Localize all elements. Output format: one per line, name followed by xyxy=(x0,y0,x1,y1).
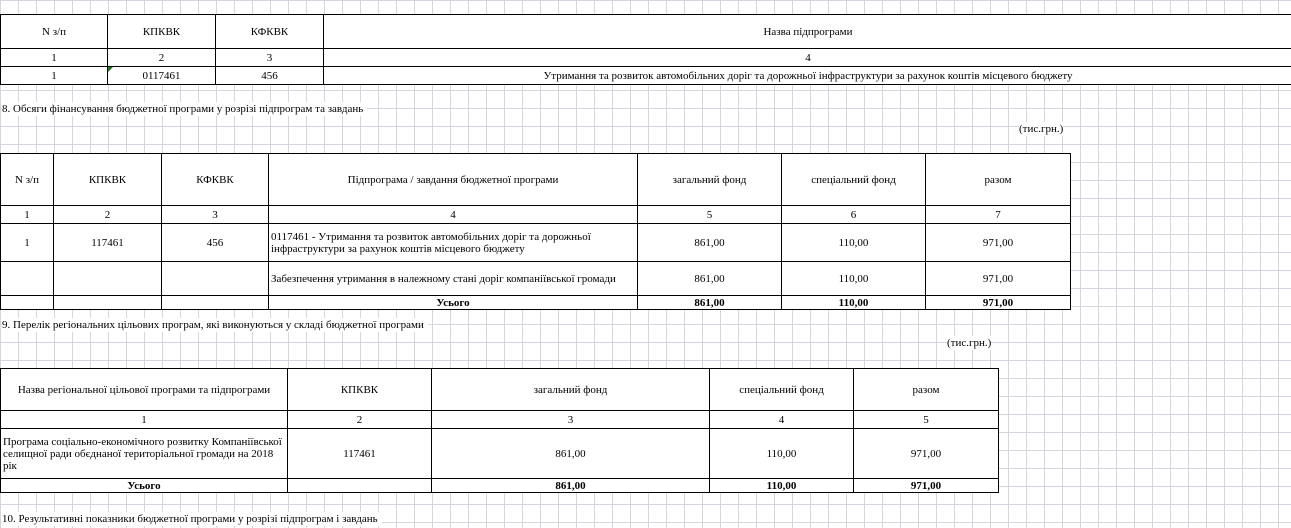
table-row xyxy=(1,67,1291,85)
number-cell[interactable]: 7 xyxy=(926,206,1071,224)
data-cell[interactable]: 117461 xyxy=(54,224,162,262)
total-special[interactable]: 110,00 xyxy=(710,479,854,493)
header-cell[interactable]: Підпрограма / завдання бюджетної програми xyxy=(269,154,638,206)
total-general[interactable]: 861,00 xyxy=(432,479,710,493)
number-cell[interactable]: 6 xyxy=(782,206,926,224)
column-number-row xyxy=(1,411,999,429)
number-cell[interactable]: 5 xyxy=(638,206,782,224)
header-cell[interactable]: Назва регіональної цільової програми та підпрограми xyxy=(1,369,288,411)
number-cell[interactable]: 2 xyxy=(108,49,216,67)
data-cell[interactable] xyxy=(1,262,54,296)
number-cell[interactable]: 4 xyxy=(710,411,854,429)
header-cell[interactable]: N з/п xyxy=(1,154,54,206)
data-cell[interactable] xyxy=(162,262,269,296)
header-cell[interactable]: разом xyxy=(854,369,999,411)
cell-comment-marker-icon xyxy=(108,67,113,72)
header-cell[interactable]: загальний фонд xyxy=(432,369,710,411)
total-sum[interactable]: 971,00 xyxy=(854,479,999,493)
header-cell[interactable]: КПКВК xyxy=(108,15,216,49)
data-cell[interactable]: 861,00 xyxy=(638,262,782,296)
number-cell[interactable]: 2 xyxy=(288,411,432,429)
table-row xyxy=(1,429,999,479)
header-cell[interactable]: загальний фонд xyxy=(638,154,782,206)
data-cell[interactable]: 861,00 xyxy=(432,429,710,479)
header-cell[interactable]: N з/п xyxy=(1,15,108,49)
data-cell[interactable]: 971,00 xyxy=(926,262,1071,296)
funding-table xyxy=(0,153,1071,310)
total-label[interactable]: Усього xyxy=(269,296,638,310)
number-cell[interactable]: 4 xyxy=(269,206,638,224)
header-cell[interactable]: КФКВК xyxy=(162,154,269,206)
data-cell[interactable]: Забезпечення утримання в належному стані доріг компаніївської громади xyxy=(269,262,638,296)
data-cell[interactable]: 0117461 - Утримання та розвиток автомобільних доріг та дорожньої інфраструктури за рахунок коштів місцевого бюджету xyxy=(269,224,638,262)
section-9-title[interactable]: 9. Перелік регіональних цільових програм, які виконуються у складі бюджетної програми xyxy=(2,318,428,332)
data-cell[interactable]: 456 xyxy=(162,224,269,262)
number-cell[interactable]: 1 xyxy=(1,411,288,429)
table-row xyxy=(1,262,1071,296)
data-cell[interactable]: 861,00 xyxy=(638,224,782,262)
data-cell[interactable] xyxy=(54,296,162,310)
column-number-row xyxy=(1,49,1291,67)
total-general[interactable]: 861,00 xyxy=(638,296,782,310)
total-label[interactable]: Усього xyxy=(1,479,288,493)
subprogram-table xyxy=(0,14,1291,85)
data-cell[interactable]: 456 xyxy=(216,67,324,85)
data-cell[interactable]: 110,00 xyxy=(710,429,854,479)
data-cell[interactable] xyxy=(54,262,162,296)
header-cell[interactable]: КПКВК xyxy=(288,369,432,411)
header-cell[interactable]: КФКВК xyxy=(216,15,324,49)
number-cell[interactable]: 3 xyxy=(216,49,324,67)
header-cell[interactable]: спеціальний фонд xyxy=(782,154,926,206)
number-cell[interactable]: 2 xyxy=(54,206,162,224)
data-cell[interactable] xyxy=(288,479,432,493)
data-cell[interactable]: Програма соціально-економічного розвитку Компаніївської селищної ради обєднаної територіальної громади на 2018 рік xyxy=(1,429,288,479)
number-cell[interactable]: 1 xyxy=(1,49,108,67)
total-sum[interactable]: 971,00 xyxy=(926,296,1071,310)
data-cell[interactable]: 110,00 xyxy=(782,262,926,296)
column-number-row xyxy=(1,206,1071,224)
units-label[interactable]: (тис.грн.) xyxy=(1019,123,1064,135)
section-10-title[interactable]: 10. Результативні показники бюджетної програми у розрізі підпрограм і завдань xyxy=(2,512,382,526)
section-8-title[interactable]: 8. Обсяги фінансування бюджетної програми у розрізі підпрограм та завдань xyxy=(2,102,367,116)
regional-programs-table xyxy=(0,368,999,493)
data-cell[interactable]: 1 xyxy=(1,67,108,85)
total-row xyxy=(1,296,1071,310)
data-cell[interactable]: 971,00 xyxy=(854,429,999,479)
data-cell[interactable]: 971,00 xyxy=(926,224,1071,262)
data-cell[interactable]: 1 xyxy=(1,224,54,262)
total-row xyxy=(1,479,999,493)
number-cell[interactable]: 3 xyxy=(162,206,269,224)
data-cell[interactable]: 117461 xyxy=(288,429,432,479)
number-cell[interactable]: 3 xyxy=(432,411,710,429)
data-cell[interactable] xyxy=(162,296,269,310)
header-cell[interactable]: КПКВК xyxy=(54,154,162,206)
data-cell[interactable]: 110,00 xyxy=(782,224,926,262)
table-row xyxy=(1,224,1071,262)
total-special[interactable]: 110,00 xyxy=(782,296,926,310)
table-header-row xyxy=(1,15,1291,49)
header-cell[interactable]: спеціальний фонд xyxy=(710,369,854,411)
table-header-row xyxy=(1,154,1071,206)
units-label[interactable]: (тис.грн.) xyxy=(947,337,992,349)
number-cell[interactable]: 5 xyxy=(854,411,999,429)
number-cell[interactable]: 1 xyxy=(1,206,54,224)
data-cell[interactable]: Утримання та розвиток автомобільних доріг та дорожньої інфраструктури за рахунок коштів місцевого бюджету xyxy=(324,67,1291,85)
table-header-row xyxy=(1,369,999,411)
kpkvk-cell[interactable]: 0117461 xyxy=(108,67,216,85)
header-cell[interactable]: Назва підпрограми xyxy=(324,15,1291,49)
header-cell[interactable]: разом xyxy=(926,154,1071,206)
data-cell[interactable] xyxy=(1,296,54,310)
number-cell[interactable]: 4 xyxy=(324,49,1291,67)
